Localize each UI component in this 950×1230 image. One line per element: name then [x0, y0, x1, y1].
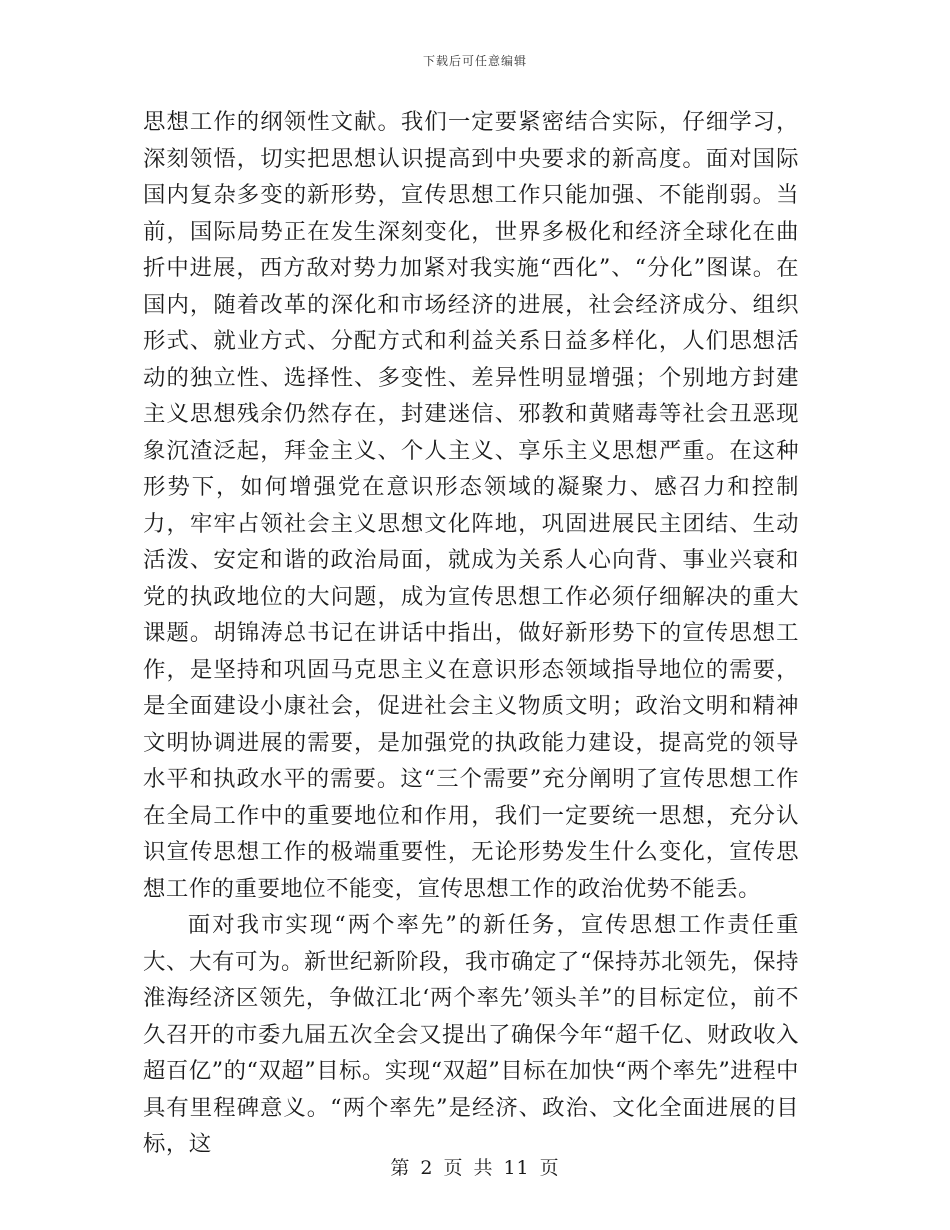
paragraph-continued: 思想工作的纲领性文献。我们一定要紧密结合实际，仔细学习，深刻领悟，切实把思想认识提高到中央要求的新高度。面对国际国内复杂多变的新形势，宣传思想工作只能加强、不能削弱。当前，国际局势正在发生深刻变化，世界多极化和经济全球化在曲折中进展，西方敌对势力加紧对我实施“西化”、“分化”图谋。在国内，随着改革的深化和市场经济的进展，社会经济成分、组织形式、就业方式、分配方式和利益关系日益多样化，人们思想活动的独立性、选择性、多变性、差异性明显增强；个别地方封建主义思想残余仍然存在，封建迷信、邪教和黄赌毒等社会丑恶现象沉渣泛起，拜金主义、个人主义、享乐主义思想严重。在这种形势下，如何增强党在意识形态领域的凝聚力、感召力和控制力，牢牢占领社会主义思想文化阵地，巩固进展民主团结、生动活泼、安定和谐的政治局面，就成为关系人心向背、事业兴衰和党的执政地位的大问题，成为宣传思想工作必须仔细解决的重大课题。胡锦涛总书记在讲话中指出，做好新形势下的宣传思想工作，是坚持和巩固马克思主义在意识形态领域指导地位的需要，是全面建设小康社会，促进社会主义物质文明；政治文明和精神文明协调进展的需要，是加强党的执政能力建设，提高党的领导水平和执政水平的需要。这“三个需要”充分阐明了宣传思想工作在全局工作中的重要地位和作用，我们一定要统一思想，充分认识宣传思想工作的极端重要性，无论形势发生什么变化，宣传思想工作的重要地位不能变，宣传思想工作的政治优势不能丢。 [143, 109, 799, 902]
current-page-number: 2 [420, 1157, 434, 1179]
paragraph: 面对我市实现“两个率先”的新任务，宣传思想工作责任重大、大有可为。新世纪新阶段，我市确定了“保持苏北领先，保持淮海经济区领先，争做江北‘两个率先’领头羊”的目标定位，前不久召开的市委九届五次全会又提出了确保今年“超千亿、财政收入超百亿”的“双超”目标。实现“双超”目标在加快“两个率先”进程中具有里程碑意义。“两个率先”是经济、政治、文化全面进展的目标，这 [143, 912, 799, 1157]
total-page-number: 11 [503, 1157, 530, 1179]
page-header: 下载后可任意编辑 [422, 54, 527, 68]
footer-label-total: 共 [473, 1157, 494, 1179]
footer-label-page: 页 [443, 1157, 464, 1179]
footer-label-prefix: 第 [390, 1157, 411, 1179]
page-number-footer [0, 1153, 950, 1180]
footer-label-suffix: 页 [539, 1157, 560, 1179]
document-body [143, 104, 799, 1163]
